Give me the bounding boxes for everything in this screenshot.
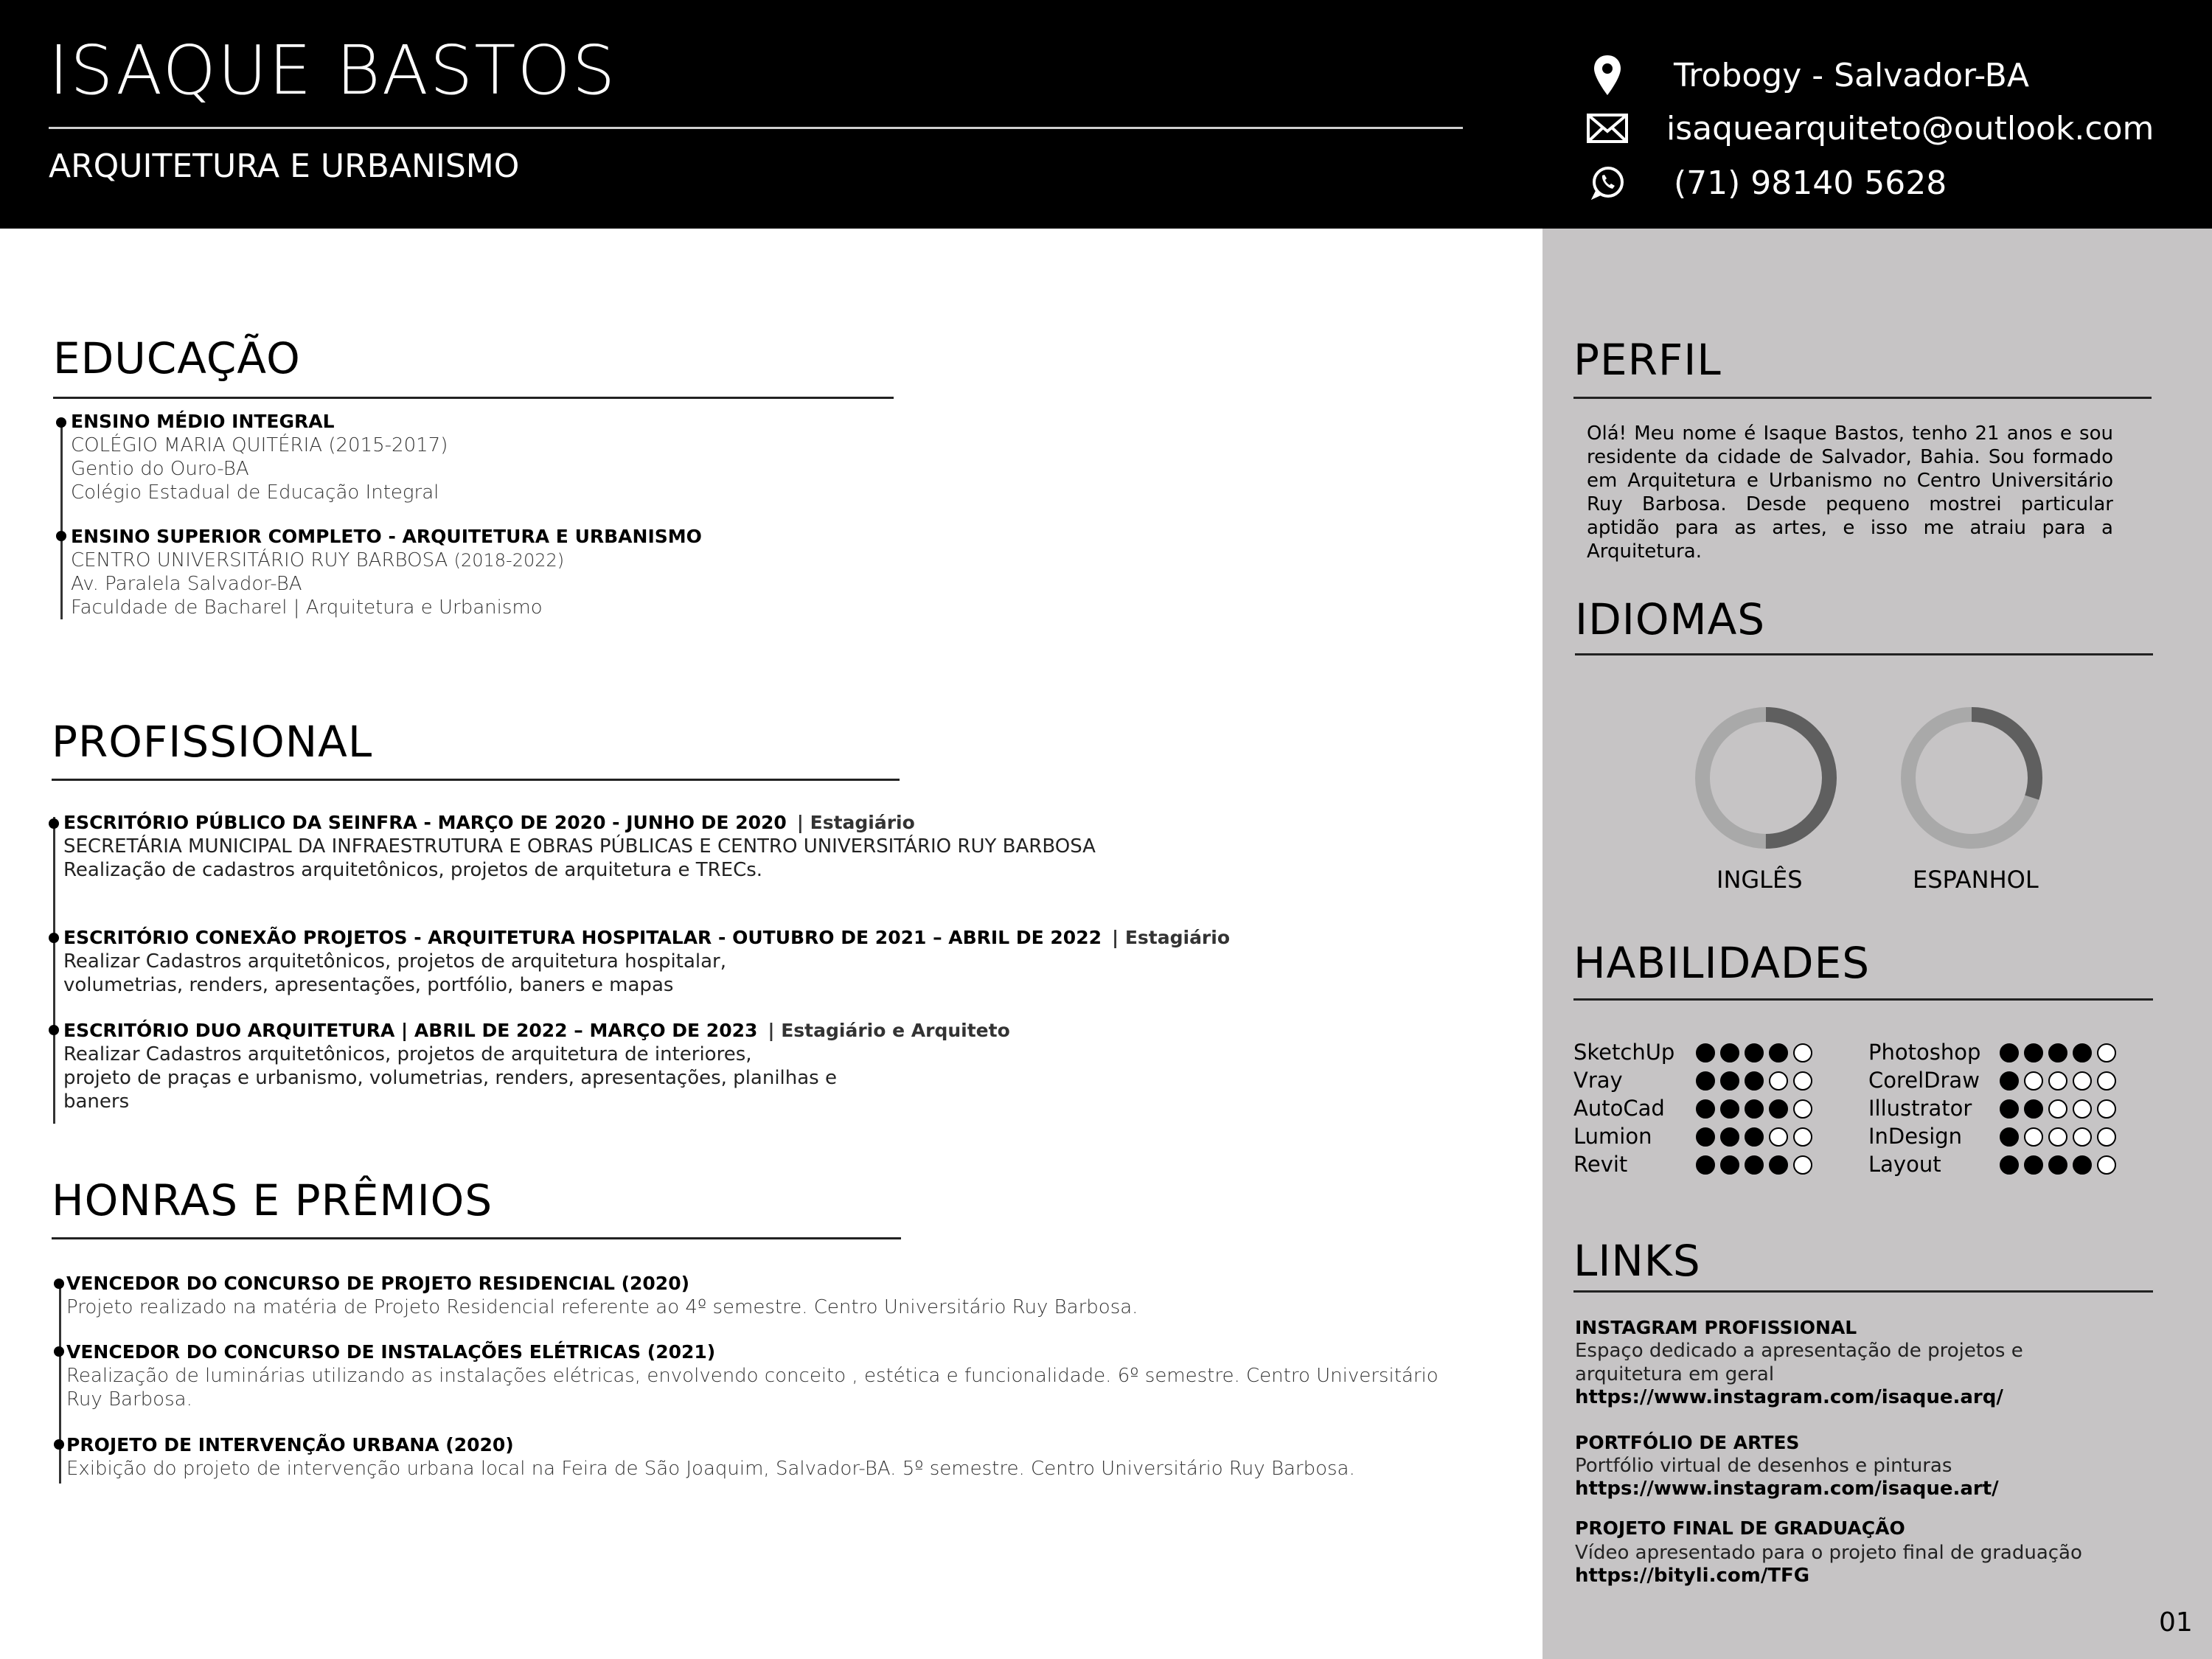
job-detail: Realizar Cadastros arquitetônicos, projetos de arquitetura hospitalar,: [63, 950, 726, 973]
professional-divider: [52, 779, 900, 781]
candidate-subtitle: ARQUITETURA E URBANISMO: [49, 147, 520, 185]
rating-dot-filled: [2000, 1043, 2019, 1062]
job-heading: ESCRITÓRIO PÚBLICO DA SEINFRA - MARÇO DE 2020 - JUNHO DE 2020 | Estagiário: [63, 812, 915, 833]
link-url-tfg[interactable]: https://bityli.com/TFG: [1575, 1565, 1810, 1587]
location-text: Trobogy - Salvador-BA: [1674, 56, 2029, 94]
skill-name-left: Revit: [1573, 1152, 1628, 1177]
timeline-dot: [49, 933, 59, 943]
link-url-portfolio[interactable]: https://www.instagram.com/isaque.art/: [1575, 1478, 1999, 1500]
skill-name-right: CorelDraw: [1868, 1068, 1980, 1093]
rating-dot-filled: [2000, 1071, 2019, 1091]
timeline-dot: [54, 1346, 64, 1357]
honor-heading: VENCEDOR DO CONCURSO DE INSTALAÇÕES ELÉTRICAS (2021): [66, 1341, 716, 1363]
education-timeline: [60, 420, 63, 619]
skill-rating-left: [1696, 1043, 1812, 1062]
link-title-tfg: PROJETO FINAL DE GRADUAÇÃO: [1575, 1517, 1905, 1539]
rating-dot-empty: [1769, 1127, 1788, 1147]
rating-dot-filled: [1720, 1155, 1739, 1175]
job-role: | Estagiário: [796, 812, 915, 833]
education-detail: Colégio Estadual de Educação Integral: [71, 481, 439, 504]
envelope-icon: [1585, 106, 1630, 150]
rating-dot-empty: [1793, 1043, 1812, 1062]
link-desc-portfolio: Portfólio virtual de desenhos e pinturas: [1575, 1455, 1952, 1477]
spanish-donut-chart: [1894, 700, 2049, 855]
rating-dot-empty: [2097, 1099, 2116, 1119]
skill-rating-right: [2000, 1043, 2116, 1062]
rating-dot-empty: [2097, 1155, 2116, 1175]
timeline-dot: [56, 417, 66, 428]
rating-dot-filled: [1696, 1043, 1715, 1062]
profile-title: PERFIL: [1573, 335, 1722, 385]
language-label-english: INGLÊS: [1717, 866, 1803, 894]
contact-location: [1585, 53, 2029, 97]
header-divider: [49, 127, 1463, 129]
rating-dot-filled: [1745, 1155, 1764, 1175]
rating-dot-empty: [2097, 1071, 2116, 1091]
honor-detail: Ruy Barbosa.: [66, 1388, 192, 1411]
rating-dot-empty: [2097, 1127, 2116, 1147]
rating-dot-filled: [2024, 1043, 2043, 1062]
rating-dot-empty: [2073, 1071, 2092, 1091]
skill-rating-right: [2000, 1099, 2116, 1119]
rating-dot-empty: [1793, 1071, 1812, 1091]
candidate-name: ISAQUE BASTOS: [49, 31, 617, 110]
rating-dot-filled: [2048, 1043, 2067, 1062]
rating-dot-empty: [2073, 1099, 2092, 1119]
honors-divider: [52, 1237, 901, 1239]
job-detail: volumetrias, renders, apresentações, portfólio, baners e mapas: [63, 974, 674, 996]
links-divider: [1573, 1290, 2153, 1293]
rating-dot-empty: [2048, 1099, 2067, 1119]
phone-text: (71) 98140 5628: [1674, 164, 1947, 202]
page-number: 01: [2159, 1607, 2193, 1638]
skill-name-right: Photoshop: [1868, 1040, 1981, 1065]
rating-dot-empty: [1793, 1155, 1812, 1175]
link-title-instagram: INSTAGRAM PROFISSIONAL: [1575, 1317, 1857, 1338]
email-link[interactable]: isaquearquiteto@outlook.com: [1666, 109, 2154, 147]
job-detail: baners: [63, 1091, 130, 1113]
timeline-dot: [49, 818, 59, 829]
rating-dot-filled: [2073, 1043, 2092, 1062]
job-detail: projeto de praças e urbanismo, volumetrias, renders, apresentações, planilhas e: [63, 1067, 837, 1089]
rating-dot-filled: [1720, 1043, 1739, 1062]
skill-name-right: InDesign: [1868, 1124, 1963, 1149]
languages-title: IDIOMAS: [1575, 594, 1766, 644]
job-detail: Realização de cadastros arquitetônicos, projetos de arquitetura e TRECs.: [63, 859, 763, 881]
education-school: COLÉGIO MARIA QUITÉRIA (2015-2017): [71, 434, 448, 456]
job-role: | Estagiário e Arquiteto: [768, 1020, 1010, 1041]
rating-dot-filled: [2024, 1099, 2043, 1119]
professional-timeline: [53, 817, 55, 1124]
rating-dot-filled: [1720, 1127, 1739, 1147]
rating-dot-filled: [1696, 1099, 1715, 1119]
honor-heading: VENCEDOR DO CONCURSO DE PROJETO RESIDENCIAL (2020): [66, 1273, 690, 1294]
education-heading: ENSINO MÉDIO INTEGRAL: [71, 411, 335, 432]
honor-detail: Projeto realizado na matéria de Projeto Residencial referente ao 4º semestre. Centro Universitário Ruy Barbosa.: [66, 1296, 1138, 1318]
skill-rating-right: [2000, 1071, 2116, 1091]
rating-dot-filled: [1720, 1099, 1739, 1119]
education-title: EDUCAÇÃO: [53, 333, 301, 383]
rating-dot-empty: [1769, 1071, 1788, 1091]
rating-dot-filled: [2000, 1155, 2019, 1175]
skill-name-left: SketchUp: [1573, 1040, 1675, 1065]
timeline-dot: [49, 1025, 59, 1035]
honors-title: HONRAS E PRÊMIOS: [52, 1175, 493, 1225]
profile-text: Olá! Meu nome é Isaque Bastos, tenho 21 anos e sou residente da cidade de Salvador, Bahia. Sou formado em Arquitetura e Urbanismo no Centro Universitário Ruy Barbosa. Desde pequeno mostrei particular aptidão para as artes, e isso me atraiu para a Arquitetura.: [1587, 422, 2113, 563]
rating-dot-filled: [1696, 1155, 1715, 1175]
job-heading: ESCRITÓRIO CONEXÃO PROJETOS - ARQUITETURA HOSPITALAR - OUTUBRO DE 2021 – ABRIL DE 2022 | Estagiário: [63, 927, 1231, 948]
rating-dot-filled: [2024, 1155, 2043, 1175]
rating-dot-filled: [1745, 1127, 1764, 1147]
rating-dot-empty: [2073, 1127, 2092, 1147]
rating-dot-empty: [2024, 1127, 2043, 1147]
job-heading: ESCRITÓRIO DUO ARQUITETURA | ABRIL DE 2022 – MARÇO DE 2023 | Estagiário e Arquiteto: [63, 1020, 1010, 1041]
skill-name-right: Illustrator: [1868, 1096, 1972, 1121]
rating-dot-filled: [1769, 1155, 1788, 1175]
rating-dot-filled: [2048, 1155, 2067, 1175]
skill-name-left: Lumion: [1573, 1124, 1652, 1149]
job-detail: Realizar Cadastros arquitetônicos, projetos de arquitetura de interiores,: [63, 1043, 752, 1065]
skill-rating-left: [1696, 1127, 1812, 1147]
rating-dot-filled: [2073, 1155, 2092, 1175]
profile-divider: [1573, 397, 2152, 399]
skills-title: HABILIDADES: [1573, 938, 1871, 988]
link-url-instagram[interactable]: https://www.instagram.com/isaque.arq/: [1575, 1386, 2003, 1408]
honor-detail: Exibição do projeto de intervenção urbana local na Feira de São Joaquim, Salvador-BA. 5º semestre. Centro Universitário Ruy Barbosa.: [66, 1458, 1355, 1480]
job-role: | Estagiário: [1111, 927, 1231, 948]
professional-title: PROFISSIONAL: [52, 717, 373, 767]
rating-dot-filled: [1696, 1127, 1715, 1147]
link-title-portfolio: PORTFÓLIO DE ARTES: [1575, 1432, 1800, 1453]
rating-dot-empty: [2048, 1071, 2067, 1091]
contact-phone: [1585, 161, 1947, 205]
education-school: CENTRO UNIVERSITÁRIO RUY BARBOSA (2018-2022): [71, 549, 565, 571]
rating-dot-filled: [2000, 1127, 2019, 1147]
education-location: Gentio do Ouro-BA: [71, 458, 249, 480]
skill-rating-left: [1696, 1099, 1812, 1119]
rating-dot-filled: [1745, 1099, 1764, 1119]
links-title: LINKS: [1573, 1236, 1701, 1286]
education-years: (2018-2022): [453, 550, 565, 571]
rating-dot-empty: [2097, 1043, 2116, 1062]
languages-divider: [1575, 653, 2153, 655]
rating-dot-filled: [2000, 1099, 2019, 1119]
honor-heading: PROJETO DE INTERVENÇÃO URBANA (2020): [66, 1434, 514, 1455]
education-location: Av. Paralela Salvador-BA: [71, 573, 302, 595]
skill-rating-left: [1696, 1071, 1812, 1091]
rating-dot-filled: [1745, 1043, 1764, 1062]
skill-rating-right: [2000, 1127, 2116, 1147]
education-divider: [53, 397, 894, 399]
rating-dot-filled: [1769, 1099, 1788, 1119]
location-pin-icon: [1585, 53, 1630, 97]
rating-dot-empty: [1793, 1127, 1812, 1147]
rating-dot-filled: [1696, 1071, 1715, 1091]
skill-name-left: Vray: [1573, 1068, 1623, 1093]
skill-rating-left: [1696, 1155, 1812, 1175]
honors-timeline: [59, 1280, 61, 1484]
rating-dot-empty: [1793, 1099, 1812, 1119]
skill-name-right: Layout: [1868, 1152, 1941, 1177]
education-heading: ENSINO SUPERIOR COMPLETO - ARQUITETURA E URBANISMO: [71, 526, 702, 547]
rating-dot-empty: [2048, 1127, 2067, 1147]
whatsapp-icon: [1585, 161, 1630, 205]
timeline-dot: [54, 1439, 64, 1450]
job-detail: SECRETÁRIA MUNICIPAL DA INFRAESTRUTURA E OBRAS PÚBLICAS E CENTRO UNIVERSITÁRIO RUY BARBOSA: [63, 835, 1096, 858]
timeline-dot: [54, 1279, 64, 1289]
skill-rating-right: [2000, 1155, 2116, 1175]
rating-dot-empty: [2024, 1071, 2043, 1091]
rating-dot-filled: [1769, 1043, 1788, 1062]
contact-email: [1585, 106, 2154, 150]
rating-dot-filled: [1720, 1071, 1739, 1091]
skills-divider: [1573, 998, 2153, 1001]
timeline-dot: [56, 531, 66, 541]
honor-detail: Realização de luminárias utilizando as instalações elétricas, envolvendo conceito , estética e funcionalidade. 6º semestre. Centro Universitário: [66, 1365, 1439, 1387]
link-desc-instagram: Espaço dedicado a apresentação de projetos e arquitetura em geral: [1575, 1340, 2023, 1385]
education-detail: Faculdade de Bacharel | Arquitetura e Urbanismo: [71, 597, 543, 619]
link-desc-tfg: Vídeo apresentado para o projeto final de graduação: [1575, 1542, 2082, 1564]
rating-dot-filled: [1745, 1071, 1764, 1091]
skill-name-left: AutoCad: [1573, 1096, 1665, 1121]
english-donut-chart: [1688, 700, 1843, 855]
language-label-spanish: ESPANHOL: [1913, 866, 2039, 894]
